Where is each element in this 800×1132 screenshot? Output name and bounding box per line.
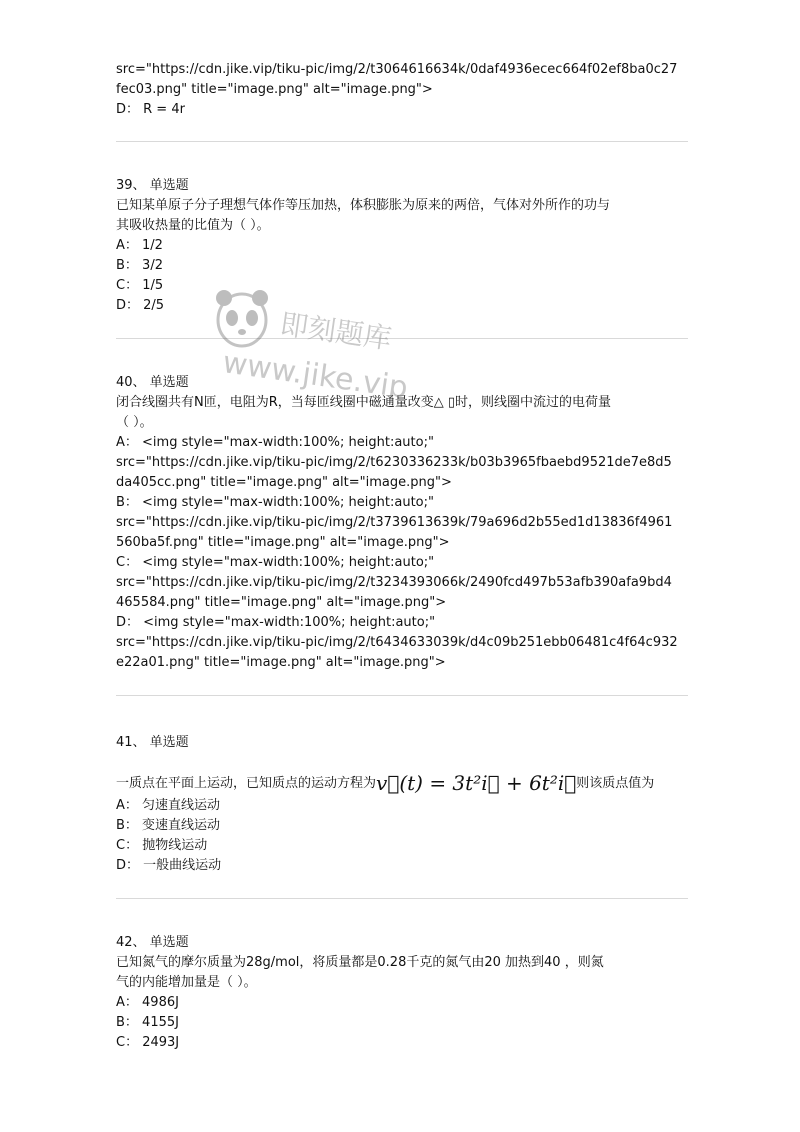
q39-option-a: A： 1/2 <box>116 238 163 253</box>
question-41 <box>116 733 688 876</box>
q41-option-d: D： 一般曲线运动 <box>116 858 222 873</box>
q41-stem-post: 则该质点值为 <box>576 776 655 791</box>
q41-option-b: B： 变速直线运动 <box>116 818 221 833</box>
question-42 <box>116 933 688 1053</box>
q40-stem-1: 闭合线圈共有N匝，电阻为R，当每匝线圈中磁通量改变△ ▯时，则线圈中流过的电荷量 <box>116 395 612 410</box>
q38-src-line-1: src="https://cdn.jike.vip/tiku-pic/img/2/t3064616634k/0daf4936ecec664f02ef8ba0c27 <box>116 62 678 77</box>
q40-option-b-line-2: src="https://cdn.jike.vip/tiku-pic/img/2/t3739613639k/79a696d2b55ed1d13836f4961 <box>116 515 673 530</box>
q40-option-b-line-3: 560ba5f.png" title="image.png" alt="image.png"> <box>116 535 450 550</box>
q40-option-c-line-3: 465584.png" title="image.png" alt="image.png"> <box>116 595 447 610</box>
q39-option-b: B： 3/2 <box>116 258 163 273</box>
q39-option-d: D： 2/5 <box>116 298 165 313</box>
q40-option-b-line-1: B： <img style="max-width:100%; height:auto;" <box>116 495 434 510</box>
q40-option-d-line-2: src="https://cdn.jike.vip/tiku-pic/img/2/t6434633039k/d4c09b251ebb06481c4f64c932 <box>116 635 678 650</box>
q42-stem-1: 已知氮气的摩尔质量为28g/mol，将质量都是0.28千克的氮气由20 加热到40 ，则氮 <box>116 955 604 970</box>
q39-stem-2: 其吸收热量的比值为（ ）。 <box>116 218 270 233</box>
q41-stem <box>116 771 688 796</box>
q40-option-a-line-3: da405cc.png" title="image.png" alt="image.png"> <box>116 475 452 490</box>
q38-option-d: D： R = 4r <box>116 102 185 117</box>
q39-option-c: C： 1/5 <box>116 278 164 293</box>
q39-header: 39、 单选题 <box>116 178 189 193</box>
q41-option-a: A： 匀速直线运动 <box>116 798 221 813</box>
divider <box>116 141 688 142</box>
question-39 <box>116 176 688 316</box>
watermark-url: www.jike.vip <box>220 345 411 406</box>
q41-header: 41、 单选题 <box>116 735 189 750</box>
q40-option-c-line-2: src="https://cdn.jike.vip/tiku-pic/img/2/t3234393066k/2490fcd497b53afb390afa9bd4 <box>116 575 672 590</box>
q41-formula: v⃗(t) = 3t²i⃗ + 6t²i⃗ <box>376 771 577 795</box>
q38-src-line-2: fec03.png" title="image.png" alt="image.png"> <box>116 82 433 97</box>
q41-option-c: C： 抛物线运动 <box>116 838 208 853</box>
divider <box>116 695 688 696</box>
q40-option-c-line-1: C： <img style="max-width:100%; height:auto;" <box>116 555 435 570</box>
q39-stem-1: 已知某单原子分子理想气体作等压加热，体积膨胀为原来的两倍，气体对外所作的功与 <box>116 198 611 213</box>
q42-option-a: A： 4986J <box>116 995 179 1010</box>
divider <box>116 898 688 899</box>
question-40 <box>116 373 688 673</box>
q42-option-b: B： 4155J <box>116 1015 179 1030</box>
q42-option-c: C： 2493J <box>116 1035 180 1050</box>
q40-option-d-line-1: D： <img style="max-width:100%; height:auto;" <box>116 615 436 630</box>
q42-header: 42、 单选题 <box>116 935 189 950</box>
q40-header: 40、 单选题 <box>116 375 189 390</box>
q40-option-a-line-1: A： <img style="max-width:100%; height:auto;" <box>116 435 434 450</box>
q40-stem-2: （ ）。 <box>116 415 153 430</box>
q40-option-d-line-3: e22a01.png" title="image.png" alt="image.png"> <box>116 655 446 670</box>
q42-stem-2: 气的内能增加量是（ ）。 <box>116 975 257 990</box>
watermark-brand: 即刻题库 <box>278 307 394 356</box>
q41-stem-pre: 一质点在平面上运动，已知质点的运动方程为 <box>116 776 377 791</box>
divider <box>116 338 688 339</box>
document-page <box>116 58 688 1053</box>
q40-option-a-line-2: src="https://cdn.jike.vip/tiku-pic/img/2/t6230336233k/b03b3965fbaebd9521de7e8d5 <box>116 455 672 470</box>
question-38-tail <box>116 60 688 120</box>
